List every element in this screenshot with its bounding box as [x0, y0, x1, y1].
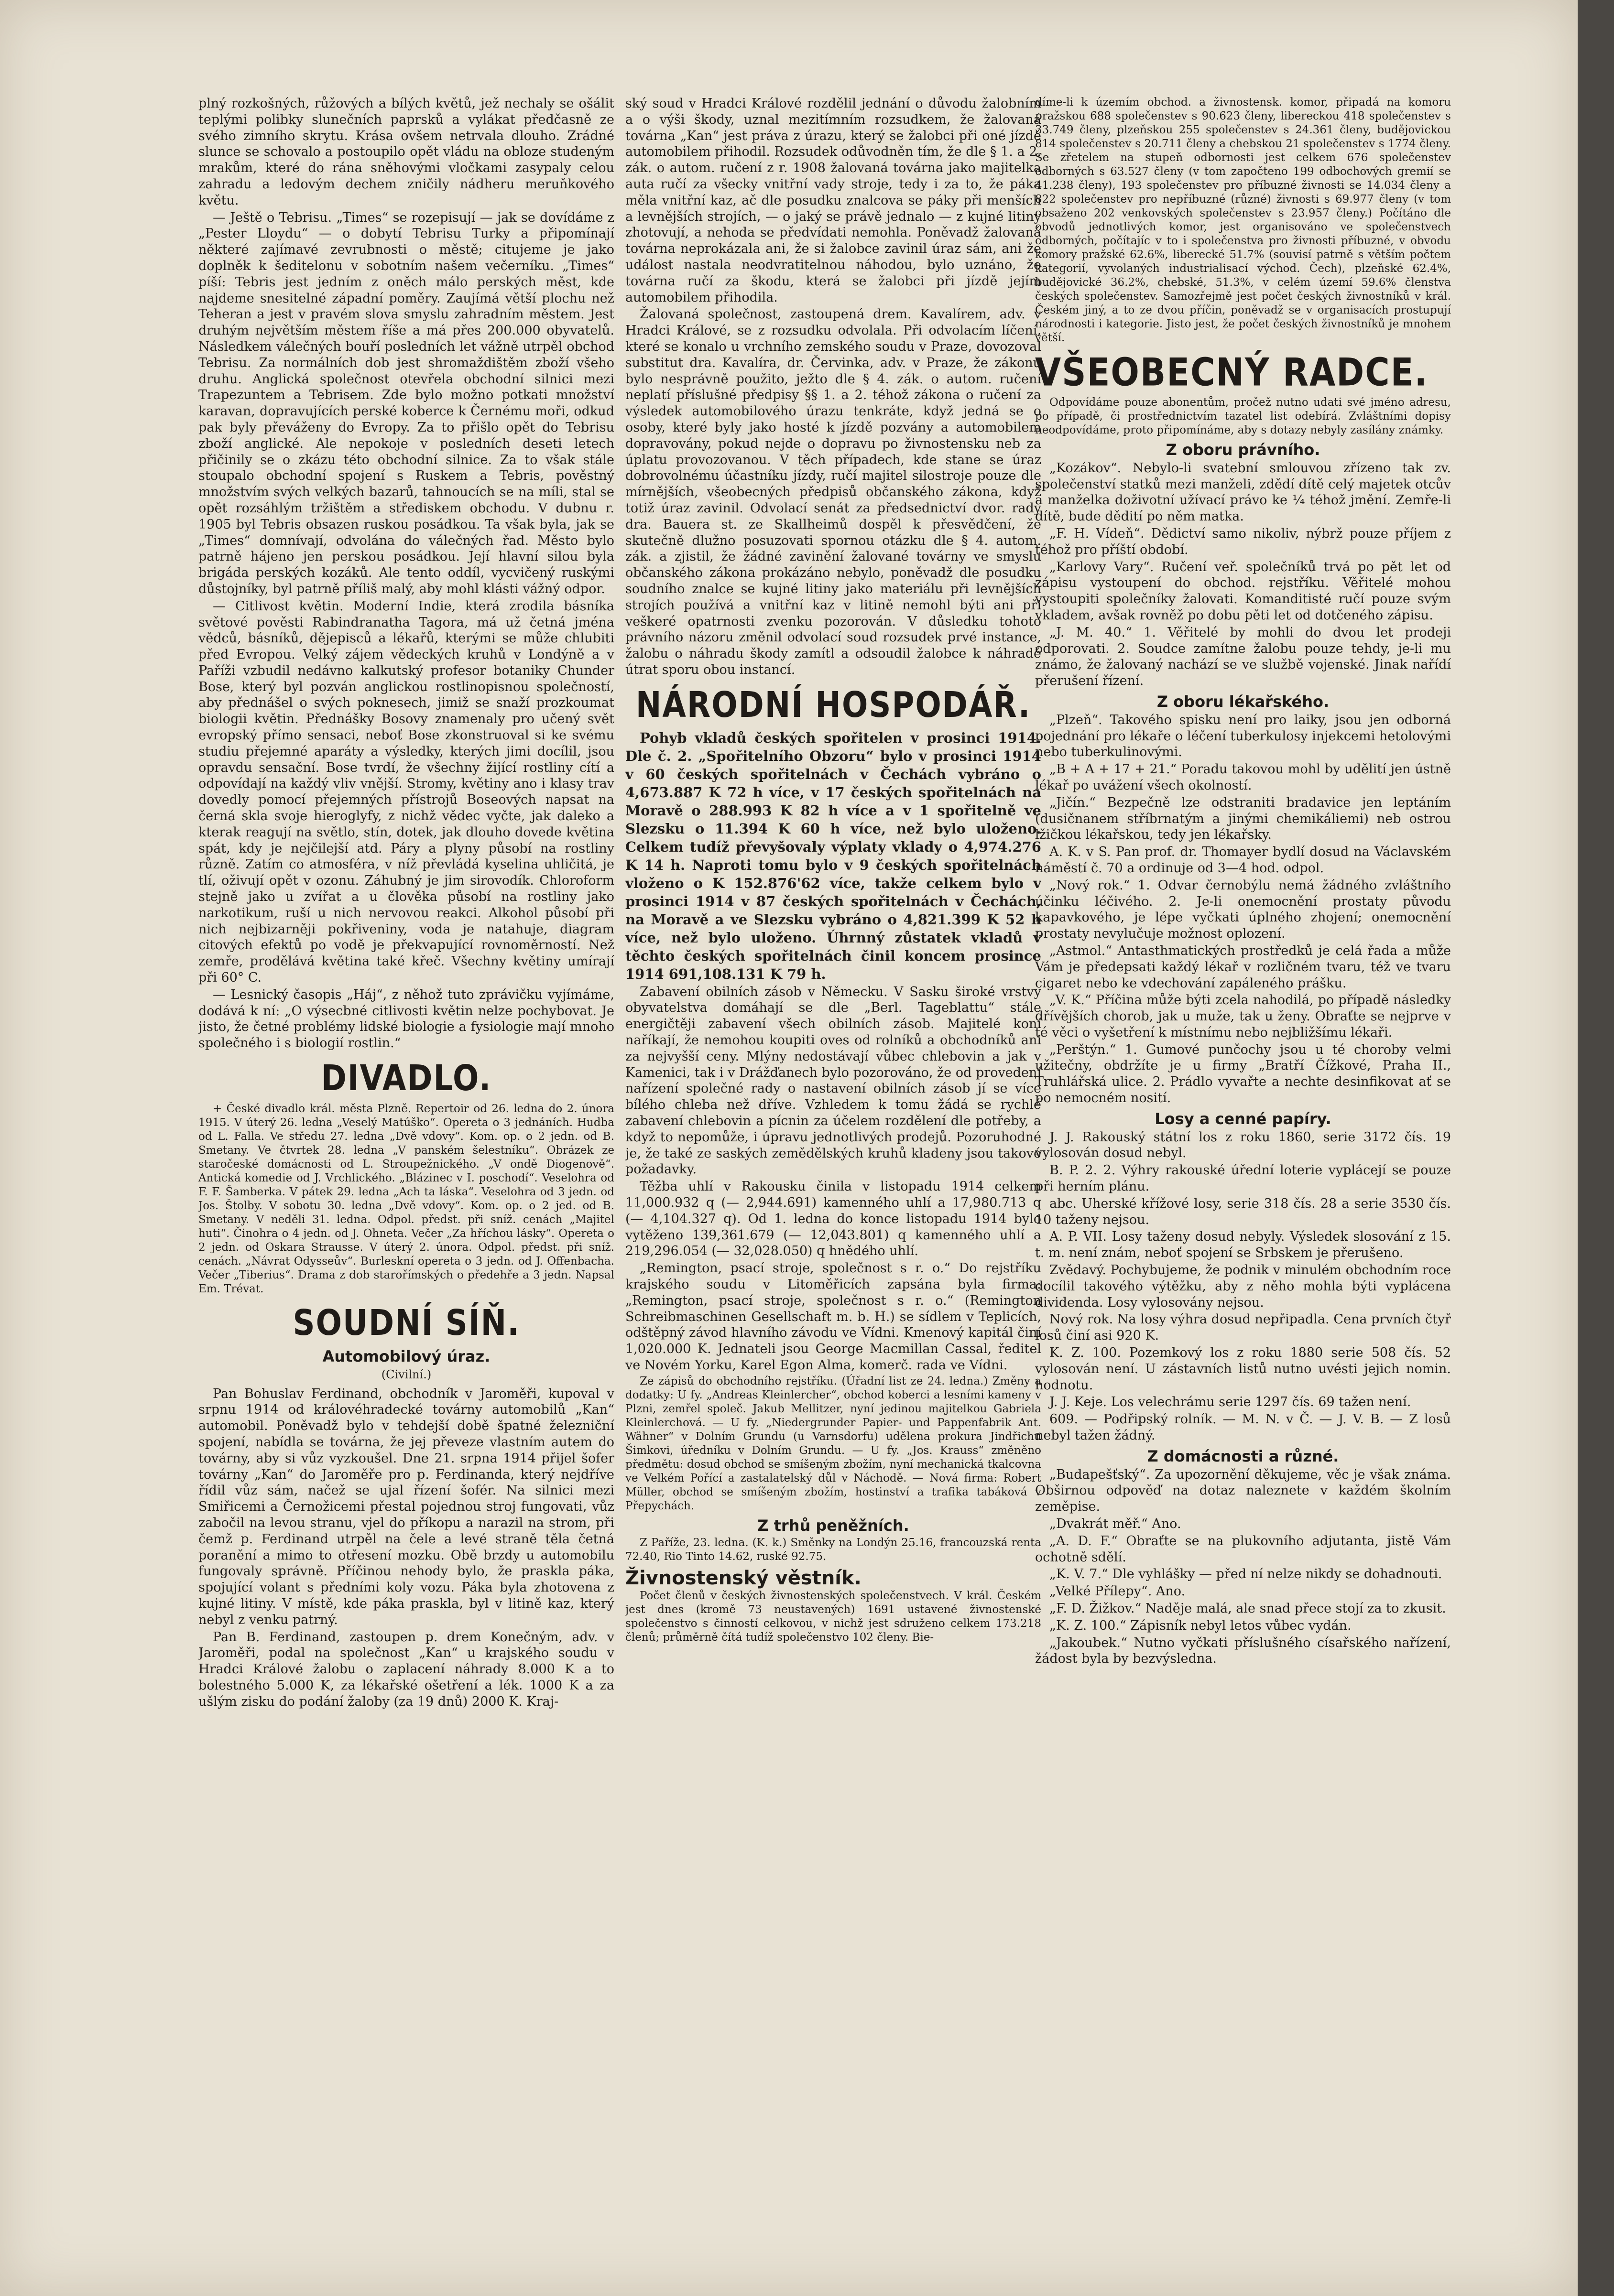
article-heading: Losy a cenné papíry. [1155, 1109, 1331, 1128]
text-paragraph: — Citlivost květin. Moderní Indie, která zrodila básníka světové pověsti Rabindranatha Tagora, má už četná jména vědců, básníků, dějepisců a lékařů, kterými se může chlubiti před Evropou. Velký zájem vědeckých kruhů v Londýně a v Paříži vzbudil nedávno kalkutský profesor botaniky Chunder Bose, který byl pozván anglickou rostlinopisnou společností, aby přednášel o svých poknesech, jimiž se snaží prozkoumat biologii květin. Přednášky Bosovy znamenaly pro učený svět evropský přímo sensaci, neboť Bose zkonstruoval si ke svému studiu přejemné aparáty a výsledky, kterých jimi docílil, jsou opravdu sensační. Bose tvrdí, že všechny žijící rostliny cítí a odpovídají na každý vliv vnější. Stromy, květiny ano i klasy trav dovedly pomocí přejemných přístrojů Boseových napsat na černá skla svoje hieroglyfy, z nichž vědec vyčte, jak daleko a kterak reagují na světlo, stín, dotek, jak dlouho dovede květina spát, kdy je nejčilejší atd. Páry a plyny působí na rostliny různě. Zatím co atmosféra, v níž převládá kyselina uhličitá, je tlí, oživují opět v ozonu. Záhubný je jim sirovodík. Chloroform stejně jako u zvířat a u člověka působí na rostliny jako narkotikum, ruší u nich nervovou reakci. Alkohol působí při nich nejbizarněji pokřiveniny, voda je natahuje, diagram citových efektů po vodě je překvapující rovnoměrností. Než zemře, prodělává květina také křeč. Všechny květiny umírají při 60° C. [198, 598, 614, 986]
text-paragraph: „F. H. Vídeň“. Dědictví samo nikoliv, nýbrž pouze příjem z téhož pro příští období. [1035, 526, 1451, 557]
text-paragraph: Zvědavý. Pochybujeme, že podnik v minulém obchodním roce docílil takového výtěžku, aby z něho mohla býti vyplácena dividenda. Losy vylosovány nejsou. [1035, 1263, 1451, 1310]
text-paragraph: díme-li k územím obchod. a živnostensk. komor, připadá na komoru pražskou 688 společenstev s 90.623 členy, libereckou 418 společenstev s 33.749 členy, plzeňskou 255 společenstev s 24.361 členy, budějovickou 814 společenstev s 20.711 členy a chebskou 21 společenstev s 1774 členy. Se zřetelem na stupeň odbornosti jest celkem 676 společenstev odborných s 63.527 členy (v tom započteno 199 odbochových gremií se 41.238 členy), 193 společenstev pro příbuzné živnosti se 14.034 členy a 822 společenstev pro nepříbuzné (různé) živnosti s 69.977 členy (v tom obsaženo 202 venkovských společenstev s 23.957 členy.) Počítáno dle obvodů jednotlivých komor, jest organisováno ve společenstvech odborných, počítajíc v to i společenstva pro živnosti příbuzné, v obvodu komory pražské 62.6%, liberecké 51.7% (souvisí patrně s větším počtem kategorií, vyvolaných industrialisací východ. Čech), plzeňské 62.4%, budějovické 36.2%, chebské, 51.3%, v celém území 59.6% členstva českých společenstev. Samozřejmě jest počet českých živnostníků v král. Českém jiný, a to ze dvou příčin, poněvadž se v organisacích prostupují národnosti i kategorie. Jisto jest, že počet českých živnostníků je mnohem větší. [1035, 96, 1451, 344]
text-paragraph: „Astmol.“ Antasthmatických prostředků je celá řada a může Vám je předepsati každý lékař v rozličném tvaru, též ve tvaru cigaret nebo ke vdechování zapáleného prášku. [1035, 943, 1451, 991]
section-banner-soudni-sin: SOUDNÍ SÍŇ. [293, 1303, 520, 1344]
theatre-repertoire: + České divadlo král. města Plzně. Repertoir od 26. ledna do 2. února 1915. V úterý 26. ledna „Veselý Matúško“. Opereta o 3 jednáních. Hudba od L. Falla. Ve středu 27. ledna „Dvě vdovy“. Kom. op. o 2 jedn. od B. Smetany. Ve čtvrtek 28. ledna „V panském šelestníku“. Obrázek ze staročeské domácnosti od L. Stroupežnického. „V ondě Diogenově“. Antická komedie od J. Vrchlického. „Blázinec v I. poschodí“. Veselohra od F. F. Šamberka. V pátek 29. ledna „Ach ta láska“. Veselohra od 3 jedn. od Jos. Štolby. V sobotu 30. ledna „Dvě vdovy“. Kom. op. o 2 jed. od B. Smetany. V neděli 31. ledna. Odpol. předst. při sníž. cenách „Majitel huti“. Činohra o 4 jedn. od J. Ohneta. Večer „Za hříchou lásky“. Opereta o 2 jedn. od Oskara Strausse. V úterý 2. února. Odpol. předst. při sníž. cenách. „Návrat Odysseův“. Burleskní opereta o 3 jedn. od J. Offenbacha. Večer „Tiberius“. Drama z dob starořímských o předehře a 3 jedn. Napsal Em. Trévat. [198, 1103, 614, 1296]
text-paragraph: Pan B. Ferdinand, zastoupen p. drem Konečným, adv. v Jaroměři, podal na společnost „Kan“ u krajského soudu v Hradci Králové žalobu o zaplacení náhrady 8.000 K a to bolestného 5.000 K, za lékařské ošetření a lék. 1000 K a za ušlým zisku do podání žaloby (za 19 dnů) 2000 K. Kraj- [198, 1629, 614, 1709]
text-paragraph: „Jičín.“ Bezpečně lze odstraniti bradavice jen leptáním (dusičnanem stříbrnatým a jinými chemikáliemi) neb ostrou lžičkou lékařskou, tedy jen lékařsky. [1035, 795, 1451, 843]
text-paragraph: Odpovídáme pouze abonentům, pročež nutno udati své jméno adresu, po případě, či prostřednictvím tazatel list odebírá. Zvláštními dopisy neodpovídáme, proto připomínáme, aby s dotazy nebyly zasílány známky. [1035, 396, 1451, 436]
text-paragraph: „Remington, psací stroje, společnost s r. o.“ Do rejstříku krajského soudu v Litoměřicích zapsána byla firma: „Remington, psací stroje, společnost s r. o.“ (Remington Schreibmaschinen Gesellschaft m. b. H.) se sídlem v Teplicích, odštěpný závod hlavního závodu ve Vídni. Kmenový kapitál činí 1,020.000 K. Jednateli jsou George Macmillan Cassal, ředitel ve Novém Yorku, Karel Egon Alma, komerč. rada ve Vídni. [625, 1261, 1041, 1373]
article-heading: Z domácnosti a různé. [1147, 1447, 1339, 1465]
text-paragraph: „V. K.“ Příčina může býti zcela nahodilá, po případě následky dřívějších chorob, jak u muže, tak u ženy. Obraťte se nejprve v té věci o vyšetření k místnímu nebo nejbližšímu lékaři. [1035, 993, 1451, 1040]
text-paragraph: „K. Z. 100.“ Zápisník nebyl letos vůbec vydán. [1049, 1618, 1352, 1633]
text-paragraph: Ze zápisů do obchodního rejstříku. (Úřadní list ze 24. ledna.) Změny a dodatky: U fy. „Andreas Kleinlercher“, obchod koberci a lesními kameny v Plzni, zemřel společ. Jakub Mellitzer, nyní jedinou majitelkou Gabriela Kleinlerchová. — U fy. „Niedergrunder Papier- und Pappenfabrik Ant. Wähner“ v Dolním Grundu (u Varnsdorfu) udělena prokura Jindřichu Šimkovi, úředníku v Dolním Grundu. — U fy. „Jos. Krauss“ změněno předmětu: dosud obchod se smíšeným zbožím, nyní mechanická tkalcovna ve Velkém Pořící a zastalatelský důl v Náchodě. — Nová firma: Robert Müller, obchod se smíšeným zbožím, hostinství a trafika tabáková v Přepychách. [625, 1375, 1041, 1512]
text-paragraph: abc. Uherské křížové losy, serie 318 čís. 28 a serie 3530 čís. 10 taženy nejsou. [1035, 1196, 1451, 1227]
text-paragraph: „Perštýn.“ 1. Gumové punčochy jsou u té choroby velmi užitečny, obdržíte je u firmy „Bratří Čížkové, Praha II., Truhlářská ulice. 2. Prádlo vyvařte a nechte desinfikovat ať se po nemocném nosití. [1035, 1042, 1451, 1106]
text-paragraph: Žalovaná společnost, zastoupená drem. Kavalírem, adv. v Hradci Králové, se z rozsudku odvolala. Při odvolacím líčení, které se konalo u vrchního zemského soudu v Praze, dovozoval substitut dra. Kavalíra, dr. Červinka, adv. v Praze, že zákonu bylo nesprávně použito, ježto dle § 4. zák. o autom. ručení neplatí příslušné předpisy §§ 1. a 2. téhož zákona o ručení za výsledek automobilového úrazu tenkráte, když jedná se o osoby, které byly jako hosté k jízdě pozvány a automobilem dopravovány, pokud nejde o dopravu po živnostensku neb za úplatu provozovanou. V těch případech, kde stane se úraz dobrovolnému účastníku jízdy, ručí majitel silostroje pouze dle mírnějších, všeobecných předpisů občanského zákona, když totiž úraz zavinil. Odvolací senát za předsednictví dvor. rady dra. Bauera st. ze Skallheimů dospěl k přesvědčení, že skutečně dlužno posuzovati spornou otázku dle § 4. autom. zák. a zjistil, že žádné zavinění žalované továrny ve smyslu občanského zákona prokázáno nebylo, poněvadž dle posudku soudního znalce se kujné litiny jako materiálu při levnějších strojích používá a vnitřní kaz v litině nemohl býti ani při veškeré opatrnosti zvenku pozorován. V důsledku tohoto právního názoru změnil odvolací soud rozsudek prvé instance, žalobu o náhradu škody zamítl a odsoudil žalobce k náhradě útrat sporu obou instancí. [625, 307, 1041, 677]
text-paragraph: „Dvakrát měř.“ Ano. [1049, 1516, 1181, 1531]
section-banner-vseobecny-radce: VŠEOBECNÝ RADCE. [1035, 349, 1429, 395]
text-paragraph: „K. V. 7.“ Dle vyhlášky — před ní nelze nikdy se dohadnouti. [1049, 1567, 1442, 1582]
text-paragraph: „Kozákov“. Nebylo-li svatební smlouvou zřízeno tak zv. společenství statků mezi manželi, zdědí dítě celý majetek otcův a manželka doživotní užívací právo ke ¼ téhož jmění. Zemře-li dítě, bude dědití po něm matka. [1035, 460, 1451, 524]
text-paragraph: J. J. Keje. Los velechrámu serie 1297 čís. 69 tažen není. [1049, 1395, 1411, 1410]
text-paragraph: „Nový rok.“ 1. Odvar černobýlu nemá žádného zvláštního účinku léčivého. 2. Je-li onemocnění prostaty původu kapavkového, je lépe vyčkati úplného zhojení; onemocnění prostaty nevylučuje možnost oplození. [1035, 877, 1451, 942]
column-3 [1035, 96, 1451, 2218]
text-paragraph: — Lesnický časopis „Háj“, z něhož tuto zprávičku vyjímáme, dodává k ní: „O výsecbné citlivosti květin nelze pochybovat. Je jisto, že četné problémy lidské biologie a fysiologie mají mnoho společného i s biologií rostlin.“ [198, 987, 614, 1051]
article-heading: Automobilový úraz. [322, 1347, 491, 1366]
text-paragraph: — Ještě o Tebrisu. „Times“ se rozepisují — jak se dovídáme z „Pester Lloydu“ — o dobytí Tebrisu Turky a připomínají některé zajímavé zevrubnosti o městě; citujeme je jako doplněk k šeditelonu v sobotním našem večerníku. „Times“ píší: Tebris jest jedním z oněch málo perských měst, kde najdeme snesitelné západní poměry. Zaujímá větší plochu než Teheran a jest v pravém slova smyslu zahradním městem. Jest druhým největším městem říše a má přes 200.000 obyvatelů. Následkem válečných bouří posledních let vážně utrpěl obchod Tebrisu. Za normálních dob jest shromaždištěm zboží všeho druhu. Anglická společnost otevřela obchodní silnici mezi Trapezuntem a Tebrisem. Zde bylo možno potkati množství karavan, dopravujících perské koberce k Černému moři, odkud pak byly převáženy do Evropy. Za to přišlo opět do Tebrisu zboží anglické. Ale nepokoje v posledních deseti letech přičinily se o zkázu této obchodní silnice. Za to však stále stoupalo obchodní spojení s Ruskem a Tebris, pověstný množstvím svých velkých bazarů, tahnoucích se na míli, stal se opět rozsáhlým tržištěm a střediskem obchodu. V dubnu r. 1905 byl Tebris obsazen ruskou posádkou. Ta však byla, jak se „Times“ domnívají, odvolána do válečných řad. Město bylo patrně hájeno jen perskou posádkou. Její hlavní silou byla brigáda perských kozáků. Ale tento oddíl, vycvičený ruskými důstojníky, byl patrně příliš malý, aby mohl klásti vážný odpor. [198, 210, 614, 596]
text-paragraph: „Plzeň“. Takového spisku není pro laiky, jsou jen odborná pojednání pro lékaře o léčení tuberkulosy injekcemi hetolovými nebo tuberkulinovými. [1035, 712, 1451, 760]
article-subheading: (Civilní.) [381, 1367, 432, 1381]
text-paragraph: A. K. v S. Pan prof. dr. Thomayer bydlí dosud na Václavském náměstí č. 70 a ordinuje od 3—4 hod. odpol. [1035, 845, 1451, 876]
text-paragraph: Pohyb vkladů českých spořitelen v prosinci 1914. Dle č. 2. „Spořitelního Obzoru“ bylo v prosinci 1914 v 60 českých spořitelnách v Čechách vybráno o 4,673.887 K 72 h více, v 17 českých spořitelnách na Moravě o 288.993 K 82 h více a v 1 spořitelně ve Slezsku o 11.394 K 60 h více, než bylo uloženo. Celkem tudíž převyšovaly výplaty vklady o 4,974.276 K 14 h. Naproti tomu bylo v 9 českých spořitelnách vloženo o K 152.876'62 více, takže celkem bylo v prosinci 1914 v 87 českých spořitelnách v Čechách, na Moravě a ve Slezsku vybráno o 4,821.399 K 52 h více, než bylo uloženo. Úhrnný zůstatek vkladů v těchto českých spořitelnách činil koncem prosince 1914 691,108.131 K 79 h. [625, 729, 1041, 982]
section-heading-zivnostensky-vestnik: Živnostenský věstník. [625, 1567, 862, 1589]
text-paragraph: Počet členů v českých živnostenských společenstvech. V král. Českém jest dnes (kromě 73 neustavených) 1691 ustavené živnostenské společenstvo s činností celkovou, v nichž jest sdruženo celkem 173.218 členů; průměrně čítá tudíž společenstvo 102 členy. Bie- [625, 1590, 1041, 1644]
text-paragraph: „A. D. F.“ Obraťte se na plukovního adjutanta, jistě Vám ochotně sdělí. [1035, 1533, 1451, 1565]
text-paragraph: „Jakoubek.“ Nutno vyčkati příslušného císařského nařízení, žádost byla by bezvýsledna. [1035, 1635, 1451, 1667]
section-banner-divadlo: DIVADLO. [321, 1058, 492, 1099]
text-paragraph: „Karlovy Vary“. Ručení veř. společníků trvá po pět let od zápisu vystoupení do obchod. rejstříku. Věřitelé mohou vystoupiti společníky žalovati. Komanditisté ručí pouze svým vkladem, avšak rovněž po dobu pěti let od dotčeného zápisu. [1035, 559, 1451, 623]
text-paragraph: ský soud v Hradci Králové rozdělil jednání o důvodu žalobním a o výši škody, uznal mezitímním rozsudkem, že žalovaná továrna „Kan“ jest práva z úrazu, který se žalobci při oné jízdě automobilem přihodil. Rozsudek odůvodněn tím, že dle § 1. a 2. zák. o autom. ručení z r. 1908 žalovaná továrna jako majitelka auta ručí za všecky vnitřní vady stroje, tedy i za to, že páka měla vnitřní kaz, ač dle posudku znalcova se páky při menších a levnějších strojích, — o jaký se právě jednalo — z kujné litiny zhotovují, a nehoda se předvídati nemohla. Poněvadž žalovaná továrna neprokázala ani, že si žalobce zavinil úraz sám, ani že událost nastala neodvratitelnou náhodou, bylo uznáno, že továrna ručí za škodu, která se žalobci při jízdě jejím automobilem přihodila. [625, 96, 1041, 305]
article-heading: Z oboru právního. [1166, 441, 1320, 459]
text-paragraph: „Budapešťský“. Za upozornění děkujeme, věc je však známa. Obširnou odpověď na dotaz naleznete v každém školním zeměpise. [1035, 1467, 1451, 1515]
text-paragraph: Zabavení obilních zásob v Německu. V Sasku široké vrstvy obyvatelstva domáhají se dle „Berl. Tageblattu“ stále energičtěji zabavení všech obilních zásob. Majitelé koní naříkají, že nemohou koupiti oves od rolníků a obchodníků ani za nejvyšší ceny. Mlýny nedostávají vůbec chlebovin a jak v Kamenici, tak i v Drážďanech bylo pozorováno, že od provedení nařízení společné rady o nastavení obilních zásob jí se více bílého chleba než dříve. Vzhledem k tomu žádá se rychlé zabavení chlebovin a pícnin za účelem rozdělení dle potřeby, a když to nepomůže, i úpravu jednotlivých prodejů. Pozoruhodné je, že také ze saských zemědělských kruhů kladeny jsou takové požadavky. [625, 984, 1041, 1177]
column-1 [198, 96, 614, 2237]
text-paragraph: plný rozkošných, růžových a bílých květů, jež nechaly se ošálit teplými polibky slunečních paprsků a vylákat předčasně ze svého zimního skrytu. Krása ovšem netrvala dlouho. Zrádné slunce se schovalo a postoupilo opět vládu na obloze studeným mrakům, které do rána sněhovými vločkami zasypaly celou zahradu a ledovým dechem zničily nádheru meruňkového květu. [198, 96, 614, 208]
text-paragraph: Těžba uhlí v Rakousku činila v listopadu 1914 celkem 11,000.932 q (— 2,944.691) kamenného uhlí a 17,980.713 q (— 4,104.327 q). Od 1. ledna do konce listopadu 1914 bylo vytěženo 139,361.679 (— 12,043.801) q kamenného uhlí a 219,296.054 (— 32,028.050) q hnědého uhlí. [625, 1179, 1041, 1259]
article-heading: Z trhů peněžních. [757, 1516, 909, 1535]
text-paragraph: Z Paříže, 23. ledna. (K. k.) Směnky na Londýn 25.16, francouzská renta 72.40, Rio Tinto 14.62, ruské 92.75. [625, 1536, 1041, 1563]
text-paragraph: „B + A + 17 + 21.“ Poradu takovou mohl by udělití jen ústně lékař po uvážení všech okolností. [1035, 762, 1451, 793]
text-paragraph: 609. — Podřipský rolník. — M. N. v Č. — J. V. B. — Z losů nebyl tažen žádný. [1035, 1412, 1451, 1443]
text-paragraph: K. Z. 100. Pozemkový los z roku 1880 serie 508 čís. 52 vylosován není. U zástavních listů nutno uvésti jejich nomin. hodnotu. [1035, 1345, 1451, 1393]
section-banner-narodni-hospodar: NÁRODNÍ HOSPODÁŘ. [635, 685, 1031, 726]
text-paragraph: „Velké Přílepy“. Ano. [1049, 1584, 1186, 1599]
text-paragraph: A. P. VII. Losy taženy dosud nebyly. Výsledek slosování z 15. t. m. není znám, neboť spojení se Srbskem je přerušeno. [1035, 1229, 1451, 1261]
text-paragraph: J. J. Rakouský státní los z roku 1860, serie 3172 čís. 19 vylosován dosud nebyl. [1035, 1129, 1451, 1161]
scan-edge [1578, 0, 1614, 2296]
column-2 [625, 96, 1041, 2232]
text-paragraph: B. P. 2. 2. Výhry rakouské úřední loterie vyplácejí se pouze při herním plánu. [1035, 1163, 1451, 1194]
article-heading: Z oboru lékařského. [1156, 692, 1330, 711]
text-paragraph: Nový rok. Na losy výhra dosud nepřipadla. Cena prvních čtyř losů činí asi 920 K. [1035, 1312, 1451, 1343]
text-paragraph: „J. M. 40.“ 1. Věřitelé by mohli do dvou let prodeji odporovati. 2. Soudce zamítne žalobu pouze tehdy, je-li mu známo, že žalovaný nachází se ve službě vojenské. Jinak nařídí přerušení řízení. [1035, 625, 1451, 689]
text-paragraph: „F. D. Žižkov.“ Naděje malá, ale snad přece stojí za to zkusit. [1049, 1601, 1446, 1616]
text-paragraph: Pan Bohuslav Ferdinand, obchodník v Jaroměři, kupoval v srpnu 1914 od královéhradecké továrny automobilů „Kan“ automobil. Poněvadž bylo v tehdejší době špatné železniční spojení, nabídla se továrna, že jej převeze vlastním autem do továrny, aby si vůz vyzkoušel. Dne 21. srpna 1914 přijel šofer továrny „Kan“ do Jaroměře pro p. Ferdinanda, který nejdříve řídil vůz sám, načež se ujal řízení šofér. Na silnici mezi Smiřicemi a Černožicemi přestal pojednou stroj fungovati, vůz zabočil na levou stranu, vjel do příkopu a narazil na strom, při čemž p. Ferdinand utrpěl na čele a levé straně těla četná poranění a mimo to otřesení mozku. Obě brzdy u automobilu fungovaly správně. Příčinou nehody bylo, že praskla páka, spojující volant s předními koly vozu. Páka byla zhotovena z kujné litiny. V místě, kde páka praskla, byl v litině kaz, který nebyl z venku patrný. [198, 1386, 614, 1627]
